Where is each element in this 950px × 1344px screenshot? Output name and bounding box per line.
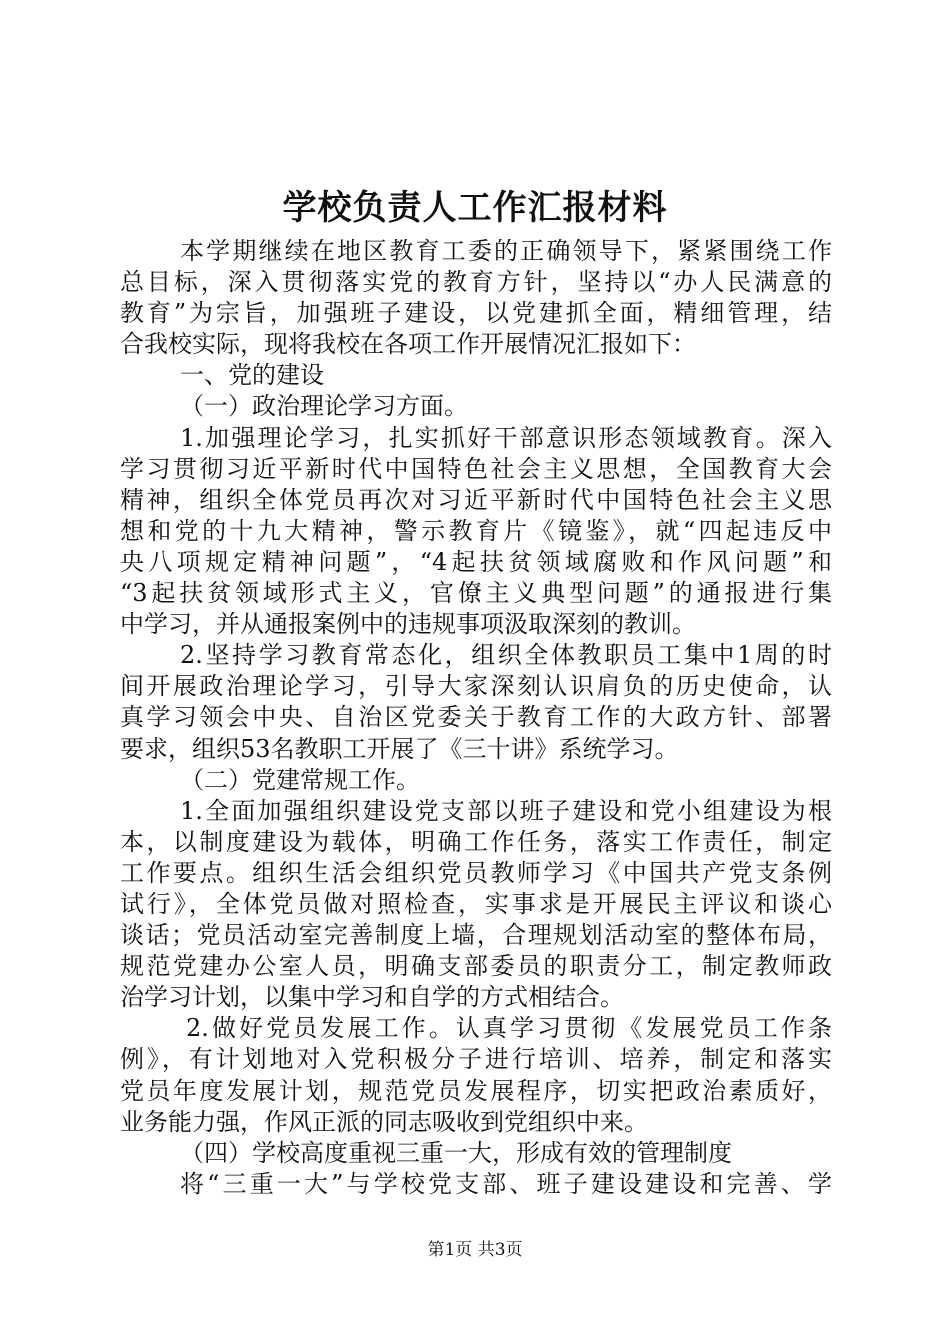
paragraph-line: 党员年度发展计划，规范党员发展程序，切实把政治素质好， [120,1076,832,1105]
paragraph-line: 谈话；党员活动室完善制度上墙，合理规划活动室的整体布局， [120,921,832,950]
paragraph-line: 想和党的十九大精神，警示教育片《镜鉴》，就“四起违反中 [120,516,832,545]
page-number-footer: 第1页 共3页 [427,1240,523,1260]
subsection-heading: （二）党建常规工作。 [180,765,420,794]
paragraph-line: 规范党建办公室人员，明确支部委员的职责分工，制定教师政 [120,952,832,981]
paragraph-line: 精神，组织全体党员再次对习近平新时代中国特色社会主义思 [120,485,832,514]
paragraph-line: 工作要点。组织生活会组织党员教师学习《中国共产党支条例 [120,858,832,887]
paragraph-line: 1.全面加强组织建设党支部以班子建设和党小组建设为根 [180,796,832,825]
paragraph-line: 央八项规定精神问题”，“4起扶贫领域腐败和作风问题”和 [120,547,832,576]
paragraph-line: 试行》，全体党员做对照检查，实事求是开展民主评议和谈心 [120,889,832,918]
document-title: 学校负责人工作汇报材料 [282,188,668,228]
paragraph-line: 2.做好党员发展工作。认真学习贯彻《发展党员工作条 [186,1014,832,1043]
paragraph-line: 本，以制度建设为载体，明确工作任务，落实工作责任，制定 [120,827,832,856]
subsection-heading: （四）学校高度重视三重一大，形成有效的管理制度 [180,1138,732,1167]
paragraph-line: 治学习计划，以集中学习和自学的方式相结合。 [120,983,624,1012]
paragraph-line: 学习贯彻习近平新时代中国特色社会主义思想，全国教育大会 [120,454,832,483]
paragraph-line: 教育”为宗旨，加强班子建设，以党建抓全面，精细管理，结 [120,299,832,328]
paragraph-line: 将“三重一大”与学校党支部、班子建设建设和完善、学 [180,1169,832,1198]
paragraph-line: 2.坚持学习教育常态化，组织全体教职员工集中1周的时 [180,641,832,670]
paragraph-line: 中学习，并从通报案例中的违规事项汲取深刻的教训。 [120,610,696,639]
paragraph-line: 间开展政治理论学习，引导大家深刻认识肩负的历史使命，认 [120,672,832,701]
paragraph-line: 要求，组织53名教职工开展了《三十讲》系统学习。 [120,734,679,763]
paragraph-line: 合我校实际，现将我校在各项工作开展情况汇报如下： [120,330,696,359]
subsection-heading: （一）政治理论学习方面。 [180,392,468,421]
paragraph-line: 业务能力强，作风正派的同志吸收到党组织中来。 [120,1107,648,1136]
document-body [120,236,832,1200]
paragraph-line: 真学习领会中央、自治区党委关于教育工作的大政方针、部署 [120,703,832,732]
paragraph-line: 例》，有计划地对入党积极分子进行培训、培养，制定和落实 [120,1045,832,1074]
paragraph-line: “3起扶贫领域形式主义，官僚主义典型问题”的通报进行集 [120,579,832,608]
paragraph-line: 总目标，深入贯彻落实党的教育方针，坚持以“办人民满意的 [120,268,832,297]
paragraph-line: 本学期继续在地区教育工委的正确领导下，紧紧围绕工作 [180,237,832,265]
section-heading: 一、党的建设 [180,361,324,390]
paragraph-line: 1.加强理论学习，扎实抓好干部意识形态领域教育。深入 [180,423,832,452]
